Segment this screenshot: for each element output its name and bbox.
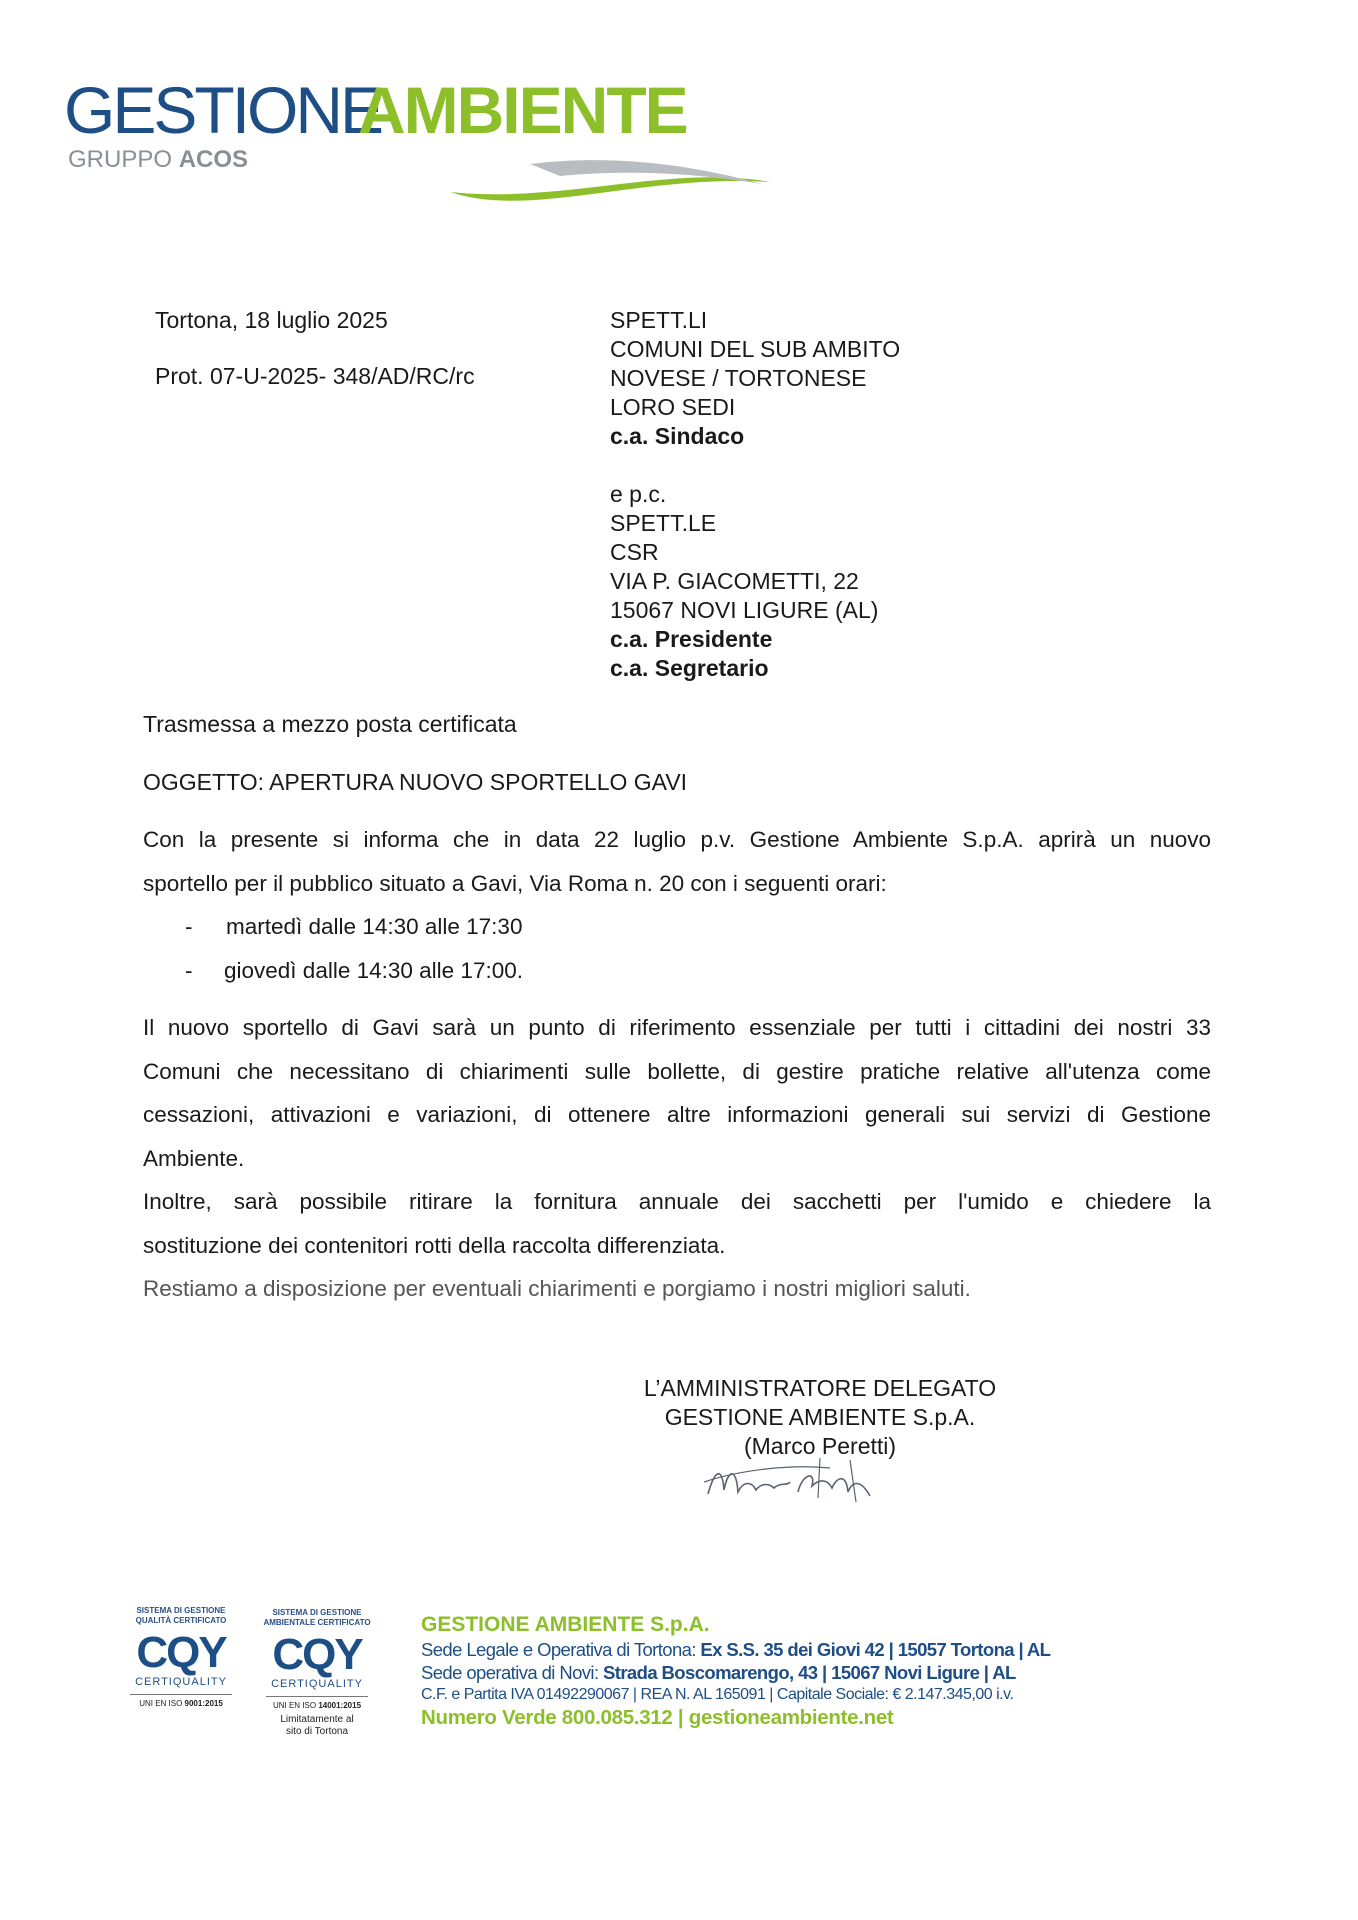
cc-attention: c.a. Presidente bbox=[610, 626, 773, 652]
protocol-number: Prot. 07-U-2025- 348/AD/RC/rc bbox=[155, 363, 475, 389]
handwritten-signature-icon bbox=[700, 1452, 880, 1510]
recipient-line: LORO SEDI bbox=[610, 394, 736, 420]
signature-company: GESTIONE AMBIENTE S.p.A. bbox=[664, 1404, 976, 1430]
recipients-block bbox=[610, 306, 900, 683]
cc-attention: c.a. Segretario bbox=[610, 655, 769, 681]
cert-iso bbox=[262, 1701, 372, 1710]
footer-contact: Numero Verde 800.085.312 | gestioneambiente.net bbox=[421, 1706, 894, 1729]
logo-word-ambiente: AMBIENTE bbox=[358, 73, 687, 147]
footer-legal-value: Ex S.S. 35 dei Giovi 42 | 15057 Tortona | AL bbox=[700, 1639, 1051, 1660]
logo-word-gestione: GESTIONE bbox=[64, 73, 382, 147]
certification-quality bbox=[126, 1606, 236, 1708]
recipient-line: NOVESE / TORTONESE bbox=[610, 365, 867, 391]
letter-body bbox=[143, 818, 1211, 1311]
cc-intro: e p.c. bbox=[610, 481, 667, 507]
cert-brand: CERTIQUALITY bbox=[135, 1676, 227, 1688]
cert-caption: AMBIENTALE CERTIFICATO bbox=[263, 1618, 371, 1627]
footer-novi-address bbox=[421, 1661, 1050, 1684]
footer-novi-label: Sede operativa di Novi: bbox=[421, 1662, 604, 1683]
signature-name: (Marco Peretti) bbox=[743, 1433, 897, 1459]
cert-note: Limitatamente al bbox=[280, 1714, 354, 1725]
logo-sub-bold: ACOS bbox=[178, 146, 249, 173]
certification-environment bbox=[262, 1608, 372, 1738]
cert-mark: CQY bbox=[136, 1628, 226, 1677]
cert-brand: CERTIQUALITY bbox=[271, 1678, 363, 1690]
cert-caption: QUALITÀ CERTIFICATO bbox=[135, 1616, 227, 1625]
place-date: Tortona, 18 luglio 2025 bbox=[155, 307, 388, 333]
body-line: sostituzione dei contenitori rotti della raccolta differenziata. bbox=[143, 1232, 726, 1258]
logo-sub-prefix: GRUPPO bbox=[68, 146, 179, 173]
bullet-dash: - bbox=[185, 914, 193, 939]
bullet-text: giovedì dalle 14:30 alle 17:00. bbox=[224, 957, 523, 983]
body-line: Comuni che necessitano di chiarimenti sulle bollette, di gestire pratiche relative all'utenza come bbox=[143, 1058, 1211, 1084]
cc-line: VIA P. GIACOMETTI, 22 bbox=[610, 568, 859, 594]
cert-iso bbox=[126, 1699, 236, 1708]
footer-legal-label: Sede Legale e Operativa di Tortona: bbox=[421, 1639, 701, 1660]
cert-note: sito di Tortona bbox=[285, 1726, 349, 1737]
cert-caption: SISTEMA DI GESTIONE bbox=[272, 1608, 362, 1617]
recipient-line: SPETT.LI bbox=[610, 307, 708, 333]
cc-line: SPETT.LE bbox=[610, 510, 717, 536]
signature-role: L’AMMINISTRATORE DELEGATO bbox=[643, 1375, 997, 1401]
cert-mark: CQY bbox=[272, 1630, 362, 1679]
cert-iso-number: 9001:2015 bbox=[184, 1699, 223, 1708]
cert-caption: SISTEMA DI GESTIONE bbox=[136, 1606, 226, 1615]
body-line: Il nuovo sportello di Gavi sarà un punto di riferimento essenziale per tutti i cittadini dei nostri 33 bbox=[143, 1015, 1211, 1040]
body-line: sportello per il pubblico situato a Gavi, Via Roma n. 20 con i seguenti orari: bbox=[143, 870, 887, 896]
transmission-note: Trasmessa a mezzo posta certificata bbox=[143, 711, 517, 737]
footer-company-info bbox=[421, 1612, 1050, 1731]
body-line: Inoltre, sarà possibile ritirare la fornitura annuale dei sacchetti per l'umido e chiedere la bbox=[143, 1189, 1211, 1214]
footer-legal-address bbox=[421, 1638, 1050, 1661]
footer-novi-value: Strada Boscomarengo, 43 | 15067 Novi Ligure | AL bbox=[603, 1662, 1016, 1683]
bullet-text: martedì dalle 14:30 alle 17:30 bbox=[226, 914, 523, 939]
list-item bbox=[143, 949, 1211, 993]
bullet-dash: - bbox=[185, 957, 193, 983]
list-item bbox=[143, 905, 1211, 949]
cert-divider bbox=[130, 1694, 232, 1695]
company-logo bbox=[60, 70, 720, 210]
cc-line: CSR bbox=[610, 539, 659, 565]
signature-block bbox=[600, 1374, 1040, 1461]
body-line: cessazioni, attivazioni e variazioni, di ottenere altre informazioni generali sui servizi di Gestione bbox=[143, 1102, 1211, 1127]
closing-line: Restiamo a disposizione per eventuali chiarimenti e porgiamo i nostri migliori saluti. bbox=[143, 1276, 971, 1301]
logo-subtitle bbox=[68, 146, 248, 174]
body-line: Con la presente si informa che in data 22 luglio p.v. Gestione Ambiente S.p.A. aprirà un nuovo bbox=[143, 827, 1211, 852]
cert-iso-number: 14001:2015 bbox=[318, 1701, 362, 1710]
footer-company-name: GESTIONE AMBIENTE S.p.A. bbox=[421, 1613, 710, 1636]
recipient-line: COMUNI DEL SUB AMBITO bbox=[610, 336, 901, 362]
subject-line: OGGETTO: APERTURA NUOVO SPORTELLO GAVI bbox=[143, 769, 688, 795]
cert-iso-prefix: UNI EN ISO bbox=[139, 1699, 185, 1708]
cc-line: 15067 NOVI LIGURE (AL) bbox=[610, 597, 879, 623]
body-line: Ambiente. bbox=[143, 1145, 245, 1171]
recipient-attention: c.a. Sindaco bbox=[610, 423, 745, 449]
cert-divider bbox=[266, 1696, 368, 1697]
cert-iso-prefix: UNI EN ISO bbox=[272, 1701, 319, 1710]
logo-swoosh-icon bbox=[410, 134, 770, 214]
footer-fiscal-info: C.F. e Partita IVA 01492290067 | REA N. AL 165091 | Capitale Sociale: € 2.147.345,00 i.v. bbox=[421, 1686, 1014, 1703]
